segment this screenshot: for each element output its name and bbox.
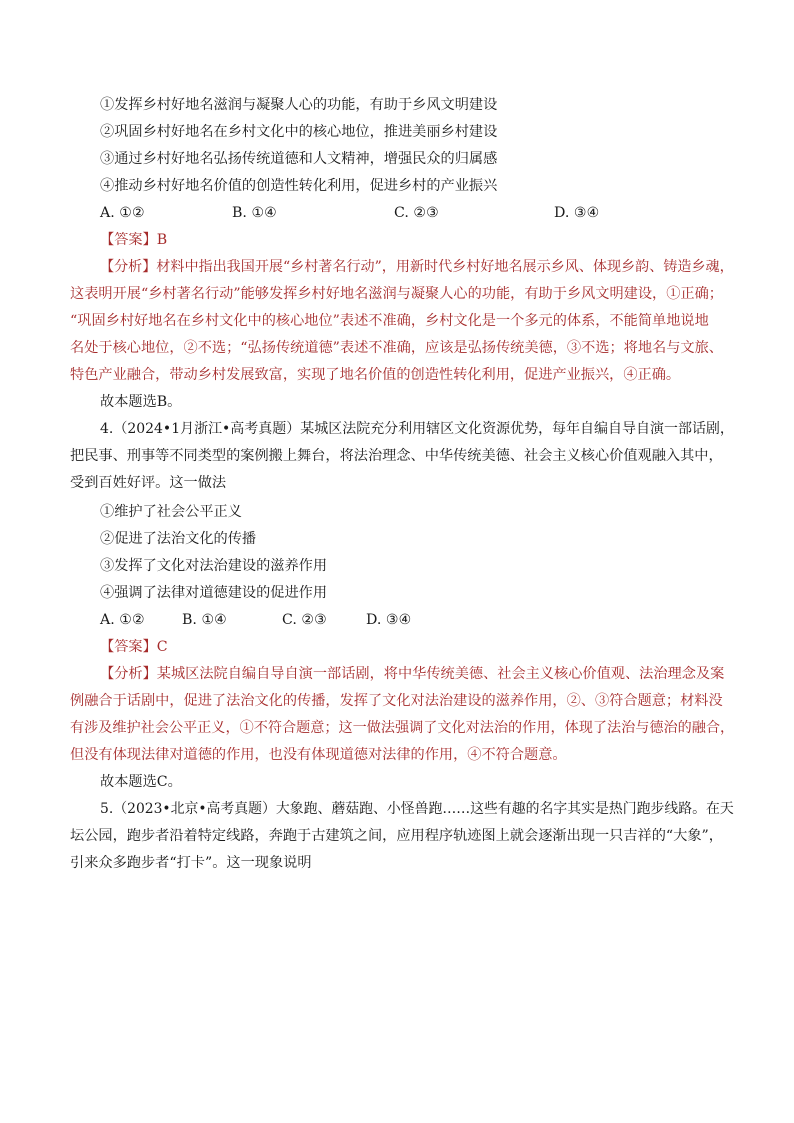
q4-analysis-line-3: 有涉及维护社会公平正义，①不符合题意；这一做法强调了文化对法治的作用，体现了法治与德治的融合， (70, 720, 735, 736)
q4-conclusion: 故本题选C。 (100, 774, 182, 790)
q4-choice-d: D. ③④ (366, 612, 412, 628)
q3-analysis-line-2: 这表明开展“乡村著名行动”能够发挥乡村好地名滋润与凝聚人心的功能，有助于乡风文明建设，①正确； (70, 286, 723, 302)
q5-stem-line-1: 5.（2023•北京•高考真题）大象跑、蘑菇跑、小怪兽跑……这些有趣的名字其实是热门跑步线路。在天 (100, 801, 734, 817)
q5-stem-line-3: 引来众多跑步者“打卡”。这一现象说明 (70, 855, 312, 871)
q3-choice-a: A. ①② (100, 205, 145, 221)
q4-stem-line-2: 把民事、刑事等不同类型的案例搬上舞台，将法治理念、中华传统美德、社会主义核心价值观融入其中， (70, 448, 723, 464)
q4-choices (100, 607, 734, 633)
q4-analysis-line-2: 例融合于话剧中，促进了法治文化的传播，发挥了文化对法治建设的滋养作用，②、③符合题意；材料没 (70, 693, 723, 709)
q3-choices (100, 200, 734, 226)
q3-analysis-line-4: 名处于核心地位，②不选；“弘扬传统道德”表述不准确，应该是弘扬传统美德，③不选；将地名与文旅、 (70, 340, 723, 356)
q4-analysis-line-4: 但没有体现法律对道德的作用，也没有体现道德对法律的作用，④不符合题意。 (70, 747, 567, 763)
q3-analysis-line-1: 【分析】材料中指出我国开展“乡村著名行动”，用新时代乡村好地名展示乡风、体现乡韵、铸造乡魂， (100, 259, 734, 275)
q4-stem-line-1: 4.（2024•1月浙江•高考真题）某城区法院充分利用辖区文化资源优势，每年自编自导自演一部话剧， (100, 421, 734, 437)
q4-option-3: ③发挥了文化对法治建设的滋养作用 (100, 558, 328, 574)
q3-analysis-line-5: 特色产业融合，带动乡村发展致富，实现了地名价值的创造性转化利用，促进产业振兴，④正确。 (70, 367, 681, 383)
q5-stem-line-2: 坛公园，跑步者沿着特定线路，奔跑于古建筑之间，应用程序轨迹图上就会逐渐出现一只吉祥的“大象”， (70, 828, 723, 844)
q4-option-2: ②促进了法治文化的传播 (100, 531, 257, 547)
q4-option-4: ④强调了法律对道德建设的促进作用 (100, 585, 328, 601)
q3-option-1: ①发挥乡村好地名滋润与凝聚人心的功能，有助于乡风文明建设 (100, 97, 498, 113)
q3-choice-b: B. ①④ (232, 205, 277, 221)
q3-analysis-line-3: “巩固乡村好地名在乡村文化中的核心地位”表述不准确，乡村文化是一个多元的体系，不能简单地说地 (70, 313, 709, 329)
q3-conclusion: 故本题选B。 (100, 394, 182, 410)
q4-option-1: ①维护了社会公平正义 (100, 504, 242, 520)
q3-option-3: ③通过乡村好地名弘扬传统道德和人文精神，增强民众的归属感 (100, 151, 498, 167)
q4-choice-b: B. ①④ (182, 612, 227, 628)
q3-answer: 【答案】B (100, 232, 168, 248)
q3-option-2: ②巩固乡村好地名在乡村文化中的核心地位，推进美丽乡村建设 (100, 124, 498, 140)
q3-choice-c: C. ②③ (394, 205, 439, 221)
q4-stem-line-3: 受到百姓好评。这一做法 (70, 475, 227, 491)
q4-choice-a: A. ①② (100, 612, 145, 628)
q3-option-4: ④推动乡村好地名价值的创造性转化利用，促进乡村的产业振兴 (100, 178, 498, 194)
q4-analysis-line-1: 【分析】某城区法院自编自导自演一部话剧，将中华传统美德、社会主义核心价值观、法治理念及案 (100, 666, 725, 682)
q3-choice-d: D. ③④ (554, 205, 600, 221)
q4-answer: 【答案】C (100, 639, 168, 655)
q4-choice-c: C. ②③ (282, 612, 327, 628)
